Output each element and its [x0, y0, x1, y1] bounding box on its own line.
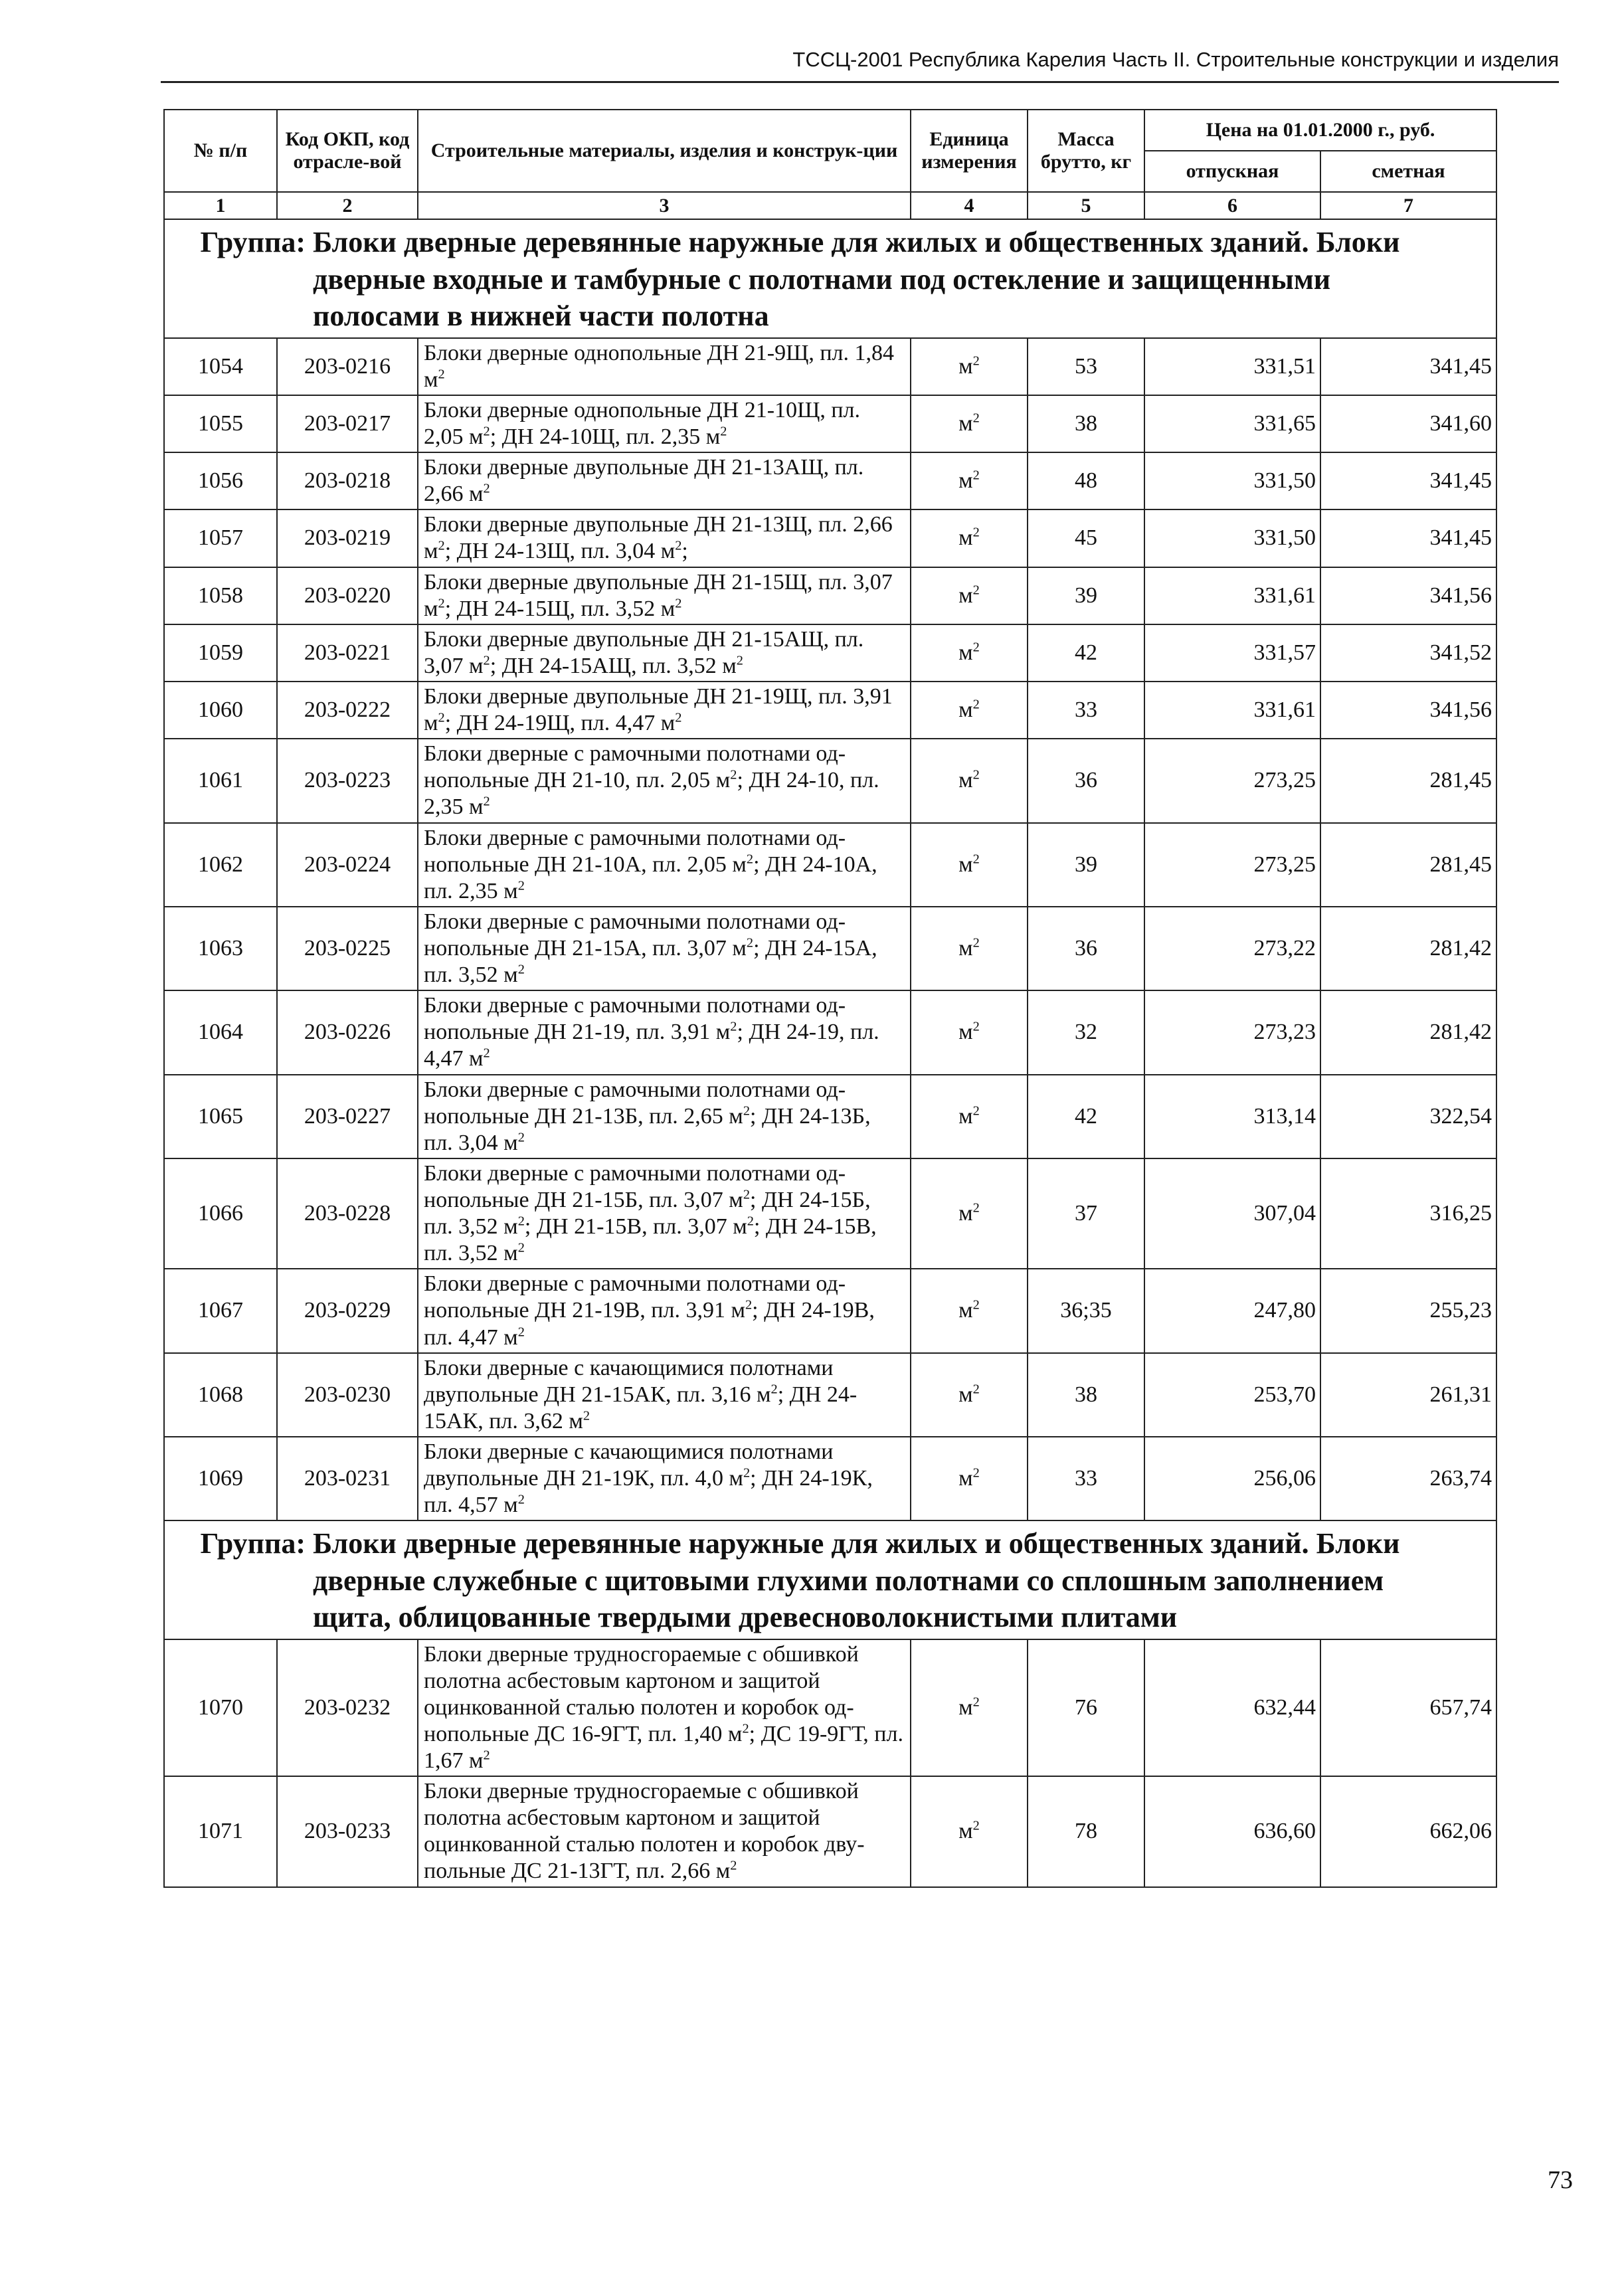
- superscript-two: 2: [745, 1298, 753, 1313]
- row-number: 1054: [164, 338, 277, 395]
- page-header: ТССЦ-2001 Республика Карелия Часть II. Строительные конструкции и изделия: [792, 48, 1559, 71]
- table-row: [164, 1639, 1496, 1777]
- superscript-two: 2: [972, 525, 980, 541]
- row-number: 1061: [164, 739, 277, 822]
- row-price-release: 253,70: [1144, 1353, 1320, 1437]
- superscript-two: 2: [972, 1382, 980, 1397]
- col-number: 4: [911, 192, 1028, 219]
- col-mass-header: Масса брутто, кг: [1028, 110, 1144, 192]
- col-code-header: Код ОКП, код отрасле-вой: [277, 110, 418, 192]
- group-row: [164, 1520, 1496, 1639]
- table-row: [164, 624, 1496, 682]
- table-row: [164, 682, 1496, 739]
- row-code: 203-0216: [277, 338, 418, 395]
- superscript-two: 2: [483, 653, 490, 668]
- row-price-estimate: 261,31: [1320, 1353, 1496, 1437]
- superscript-two: 2: [730, 1859, 737, 1874]
- row-mass: 42: [1028, 624, 1144, 682]
- row-price-release: 632,44: [1144, 1639, 1320, 1777]
- superscript-two: 2: [675, 596, 682, 611]
- superscript-two: 2: [736, 653, 743, 668]
- row-description: Блоки дверные с качающимися полотнами двупольные ДН 21-19К, пл. 4,0 $м^2$; ДН 24-19К, пл. 4,57 $м^2$: [418, 1437, 911, 1520]
- group-label: Группа:: [200, 1527, 306, 1560]
- row-price-release: 331,50: [1144, 452, 1320, 509]
- superscript-two: 2: [438, 367, 445, 382]
- row-mass: 37: [1028, 1158, 1144, 1269]
- row-number: 1071: [164, 1776, 277, 1886]
- row-number: 1055: [164, 395, 277, 452]
- superscript-two: 2: [730, 768, 737, 783]
- superscript-two: 2: [438, 539, 445, 554]
- superscript-two: 2: [972, 1020, 980, 1034]
- superscript-two: 2: [972, 1695, 980, 1710]
- row-mass: 39: [1028, 567, 1144, 624]
- row-unit: $м^2$: [911, 1353, 1028, 1437]
- row-description: Блоки дверные двупольные ДН 21-15АЩ, пл. 3,07 $м^2$; ДН 24-15АЩ, пл. 3,52 $м^2$: [418, 624, 911, 682]
- table-row: [164, 1158, 1496, 1269]
- row-mass: 38: [1028, 1353, 1144, 1437]
- row-price-release: 331,61: [1144, 567, 1320, 624]
- row-description: Блоки дверные трудносгораемые с обшивкой полотна асбестовым картоном и защитой оцинкованной сталью полотен и коробок од-нопольные ДС 16-9ГТ, пл. 1,40 $м^2$; ДС 19-9ГТ, пл. 1,67 $м^2$: [418, 1639, 911, 1777]
- row-mass: 36: [1028, 739, 1144, 822]
- superscript-two: 2: [675, 710, 682, 725]
- row-code: 203-0229: [277, 1269, 418, 1352]
- row-description: Блоки дверные трудносгораемые с обшивкой полотна асбестовым картоном и защитой оцинкованной сталью полотен и коробок дву-польные ДС 21-13ГТ, пл. 2,66 $м^2$: [418, 1776, 911, 1886]
- row-description: Блоки дверные двупольные ДН 21-13АЩ, пл. 2,66 $м^2$: [418, 452, 911, 509]
- row-code: 203-0225: [277, 907, 418, 990]
- row-unit: $м^2$: [911, 338, 1028, 395]
- group-title: Блоки дверные деревянные наружные для жилых и общественных зданий. Блоки дверные входные и тамбурные с полотнами под остекление и защищенными полосами в нижней части полотна: [313, 226, 1400, 333]
- col-number: 2: [277, 192, 418, 219]
- row-mass: 32: [1028, 990, 1144, 1074]
- row-price-release: 273,22: [1144, 907, 1320, 990]
- row-code: 203-0233: [277, 1776, 418, 1886]
- table-row: [164, 1353, 1496, 1437]
- row-unit: $м^2$: [911, 682, 1028, 739]
- row-code: 203-0232: [277, 1639, 418, 1777]
- superscript-two: 2: [746, 935, 754, 951]
- row-number: 1056: [164, 452, 277, 509]
- row-number: 1059: [164, 624, 277, 682]
- superscript-two: 2: [517, 1492, 525, 1507]
- row-unit: $м^2$: [911, 452, 1028, 509]
- row-code: 203-0223: [277, 739, 418, 822]
- superscript-two: 2: [483, 794, 490, 810]
- row-price-release: 331,57: [1144, 624, 1320, 682]
- row-unit: $м^2$: [911, 1158, 1028, 1269]
- row-code: 203-0222: [277, 682, 418, 739]
- col-number: 5: [1028, 192, 1144, 219]
- table-row: [164, 452, 1496, 509]
- superscript-two: 2: [972, 1465, 980, 1481]
- row-price-estimate: 263,74: [1320, 1437, 1496, 1520]
- row-code: 203-0224: [277, 823, 418, 907]
- table-row: [164, 907, 1496, 990]
- superscript-two: 2: [583, 1408, 590, 1423]
- superscript-two: 2: [972, 583, 980, 598]
- row-description: Блоки дверные двупольные ДН 21-15Щ, пл. 3,07 $м^2$; ДН 24-15Щ, пл. 3,52 $м^2$: [418, 567, 911, 624]
- row-number: 1065: [164, 1075, 277, 1158]
- row-number: 1069: [164, 1437, 277, 1520]
- row-description: Блоки дверные с качающимися полотнами двупольные ДН 21-15АК, пл. 3,16 $м^2$; ДН 24-15АК, пл. 3,62 $м^2$: [418, 1353, 911, 1437]
- superscript-two: 2: [517, 962, 525, 977]
- row-mass: 53: [1028, 338, 1144, 395]
- row-code: 203-0217: [277, 395, 418, 452]
- row-unit: $м^2$: [911, 1437, 1028, 1520]
- superscript-two: 2: [483, 1046, 490, 1061]
- row-description: Блоки дверные с рамочными полотнами од-нопольные ДН 21-19, пл. 3,91 $м^2$; ДН 24-19, пл. 4,47 $м^2$: [418, 990, 911, 1074]
- col-material-header: Строительные материалы, изделия и конструк-ции: [418, 110, 911, 192]
- row-code: 203-0226: [277, 990, 418, 1074]
- header-rule: [161, 81, 1559, 83]
- superscript-two: 2: [438, 596, 445, 611]
- row-description: Блоки дверные с рамочными полотнами од-нопольные ДН 21-15Б, пл. 3,07 $м^2$; ДН 24-15Б, пл. 3,52 $м^2$; ДН 21-15В, пл. 3,07 $м^2$; ДН 24-15В, пл. 3,52 $м^2$: [418, 1158, 911, 1269]
- row-price-release: 313,14: [1144, 1075, 1320, 1158]
- superscript-two: 2: [747, 1214, 754, 1229]
- row-number: 1070: [164, 1639, 277, 1777]
- superscript-two: 2: [438, 710, 445, 725]
- row-unit: $м^2$: [911, 907, 1028, 990]
- group-label: Группа:: [200, 226, 306, 259]
- row-code: 203-0221: [277, 624, 418, 682]
- row-unit: $м^2$: [911, 395, 1028, 452]
- row-price-release: 273,25: [1144, 739, 1320, 822]
- superscript-two: 2: [743, 1187, 751, 1202]
- row-price-estimate: 281,42: [1320, 907, 1496, 990]
- row-mass: 48: [1028, 452, 1144, 509]
- superscript-two: 2: [972, 852, 980, 867]
- row-code: 203-0227: [277, 1075, 418, 1158]
- row-code: 203-0220: [277, 567, 418, 624]
- col-no-header: № п/п: [164, 110, 277, 192]
- superscript-two: 2: [517, 878, 525, 893]
- table-row: [164, 1269, 1496, 1352]
- row-mass: 36;35: [1028, 1269, 1144, 1352]
- row-description: Блоки дверные с рамочными полотнами од-нопольные ДН 21-13Б, пл. 2,65 $м^2$; ДН 24-13Б, пл. 3,04 $м^2$: [418, 1075, 911, 1158]
- superscript-two: 2: [730, 1020, 737, 1034]
- row-price-estimate: 322,54: [1320, 1075, 1496, 1158]
- superscript-two: 2: [972, 640, 980, 655]
- row-mass: 76: [1028, 1639, 1144, 1777]
- row-unit: $м^2$: [911, 1776, 1028, 1886]
- row-unit: $м^2$: [911, 509, 1028, 567]
- row-number: 1064: [164, 990, 277, 1074]
- row-mass: 42: [1028, 1075, 1144, 1158]
- col-price-estimate-header: сметная: [1320, 151, 1496, 192]
- table-row: [164, 509, 1496, 567]
- table-row: [164, 338, 1496, 395]
- superscript-two: 2: [972, 1298, 980, 1313]
- price-table: [163, 109, 1497, 1888]
- superscript-two: 2: [972, 768, 980, 783]
- row-number: 1058: [164, 567, 277, 624]
- row-mass: 38: [1028, 395, 1144, 452]
- row-number: 1057: [164, 509, 277, 567]
- row-code: 203-0218: [277, 452, 418, 509]
- row-description: Блоки дверные с рамочными полотнами од-нопольные ДН 21-15А, пл. 3,07 $м^2$; ДН 24-15А, пл. 3,52 $м^2$: [418, 907, 911, 990]
- superscript-two: 2: [972, 411, 980, 426]
- superscript-two: 2: [972, 697, 980, 712]
- superscript-two: 2: [483, 1748, 490, 1763]
- superscript-two: 2: [742, 1721, 749, 1736]
- superscript-two: 2: [517, 1325, 525, 1340]
- table-row: [164, 739, 1496, 822]
- superscript-two: 2: [972, 1200, 980, 1216]
- row-description: Блоки дверные с рамочными полотнами од-нопольные ДН 21-19В, пл. 3,91 $м^2$; ДН 24-19В, пл. 4,47 $м^2$: [418, 1269, 911, 1352]
- row-price-estimate: 341,45: [1320, 452, 1496, 509]
- row-price-estimate: 662,06: [1320, 1776, 1496, 1886]
- row-unit: $м^2$: [911, 624, 1028, 682]
- table-row: [164, 1075, 1496, 1158]
- group-heading: [164, 1520, 1496, 1639]
- row-number: 1067: [164, 1269, 277, 1352]
- row-price-estimate: 341,45: [1320, 338, 1496, 395]
- header-row: [164, 110, 1496, 151]
- superscript-two: 2: [517, 1130, 525, 1145]
- row-unit: $м^2$: [911, 1269, 1028, 1352]
- row-price-estimate: 341,60: [1320, 395, 1496, 452]
- superscript-two: 2: [972, 353, 980, 369]
- row-price-release: 273,25: [1144, 823, 1320, 907]
- superscript-two: 2: [972, 468, 980, 483]
- col-price-group-header: Цена на 01.01.2000 г., руб.: [1144, 110, 1496, 151]
- row-price-release: 256,06: [1144, 1437, 1320, 1520]
- row-code: 203-0230: [277, 1353, 418, 1437]
- row-price-estimate: 316,25: [1320, 1158, 1496, 1269]
- row-unit: $м^2$: [911, 739, 1028, 822]
- row-code: 203-0228: [277, 1158, 418, 1269]
- table-row: [164, 395, 1496, 452]
- row-price-release: 636,60: [1144, 1776, 1320, 1886]
- superscript-two: 2: [972, 935, 980, 951]
- row-price-release: 331,65: [1144, 395, 1320, 452]
- row-description: Блоки дверные двупольные ДН 21-13Щ, пл. 2,66 $м^2$; ДН 24-13Щ, пл. 3,04 $м^2$;: [418, 509, 911, 567]
- row-price-release: 331,51: [1144, 338, 1320, 395]
- row-code: 203-0231: [277, 1437, 418, 1520]
- row-price-estimate: 341,45: [1320, 509, 1496, 567]
- col-number: 1: [164, 192, 277, 219]
- row-unit: $м^2$: [911, 1075, 1028, 1158]
- row-price-release: 331,61: [1144, 682, 1320, 739]
- row-unit: $м^2$: [911, 823, 1028, 907]
- row-mass: 33: [1028, 682, 1144, 739]
- row-mass: 36: [1028, 907, 1144, 990]
- superscript-two: 2: [972, 1103, 980, 1119]
- row-unit: $м^2$: [911, 990, 1028, 1074]
- row-unit: $м^2$: [911, 1639, 1028, 1777]
- row-mass: 33: [1028, 1437, 1144, 1520]
- row-number: 1060: [164, 682, 277, 739]
- superscript-two: 2: [743, 1103, 751, 1119]
- superscript-two: 2: [483, 481, 490, 496]
- group-heading: [164, 219, 1496, 337]
- row-mass: 39: [1028, 823, 1144, 907]
- table-row: [164, 823, 1496, 907]
- row-price-estimate: 341,52: [1320, 624, 1496, 682]
- row-price-release: 307,04: [1144, 1158, 1320, 1269]
- table-row: [164, 1437, 1496, 1520]
- col-number: 6: [1144, 192, 1320, 219]
- col-unit-header: Единица измерения: [911, 110, 1028, 192]
- table-row: [164, 567, 1496, 624]
- superscript-two: 2: [720, 424, 727, 439]
- row-price-release: 273,23: [1144, 990, 1320, 1074]
- page-number: 73: [1548, 2166, 1573, 2194]
- row-number: 1068: [164, 1353, 277, 1437]
- row-description: Блоки дверные двупольные ДН 21-19Щ, пл. 3,91 $м^2$; ДН 24-19Щ, пл. 4,47 $м^2$: [418, 682, 911, 739]
- row-price-release: 247,80: [1144, 1269, 1320, 1352]
- row-price-estimate: 281,42: [1320, 990, 1496, 1074]
- superscript-two: 2: [743, 1465, 751, 1481]
- row-number: 1062: [164, 823, 277, 907]
- table-row: [164, 990, 1496, 1074]
- col-number: 3: [418, 192, 911, 219]
- row-code: 203-0219: [277, 509, 418, 567]
- row-number: 1066: [164, 1158, 277, 1269]
- row-mass: 78: [1028, 1776, 1144, 1886]
- col-price-release-header: отпускная: [1144, 151, 1320, 192]
- superscript-two: 2: [770, 1382, 778, 1397]
- superscript-two: 2: [517, 1240, 525, 1255]
- row-mass: 45: [1028, 509, 1144, 567]
- row-price-estimate: 341,56: [1320, 567, 1496, 624]
- group-row: [164, 219, 1496, 337]
- row-price-estimate: 255,23: [1320, 1269, 1496, 1352]
- row-description: Блоки дверные с рамочными полотнами од-нопольные ДН 21-10, пл. 2,05 $м^2$; ДН 24-10, пл. 2,35 $м^2$: [418, 739, 911, 822]
- group-title: Блоки дверные деревянные наружные для жилых и общественных зданий. Блоки дверные служебные с щитовыми глухими полотнами со сплошным заполнением щита, облицованные твердыми древесноволокнистыми плитами: [313, 1527, 1400, 1634]
- row-price-estimate: 281,45: [1320, 739, 1496, 822]
- superscript-two: 2: [517, 1214, 525, 1229]
- row-description: Блоки дверные однопольные ДН 21-10Щ, пл. 2,05 $м^2$; ДН 24-10Щ, пл. 2,35 $м^2$: [418, 395, 911, 452]
- superscript-two: 2: [675, 539, 682, 554]
- superscript-two: 2: [483, 424, 490, 439]
- table-row: [164, 1776, 1496, 1886]
- row-unit: $м^2$: [911, 567, 1028, 624]
- row-description: Блоки дверные с рамочными полотнами од-нопольные ДН 21-10А, пл. 2,05 $м^2$; ДН 24-10А, пл. 2,35 $м^2$: [418, 823, 911, 907]
- column-number-row: [164, 192, 1496, 219]
- row-description: Блоки дверные однопольные ДН 21-9Щ, пл. 1,84 $м^2$: [418, 338, 911, 395]
- superscript-two: 2: [746, 852, 754, 867]
- col-number: 7: [1320, 192, 1496, 219]
- row-price-estimate: 341,56: [1320, 682, 1496, 739]
- superscript-two: 2: [972, 1818, 980, 1833]
- row-price-release: 331,50: [1144, 509, 1320, 567]
- row-price-estimate: 281,45: [1320, 823, 1496, 907]
- row-price-estimate: 657,74: [1320, 1639, 1496, 1777]
- row-number: 1063: [164, 907, 277, 990]
